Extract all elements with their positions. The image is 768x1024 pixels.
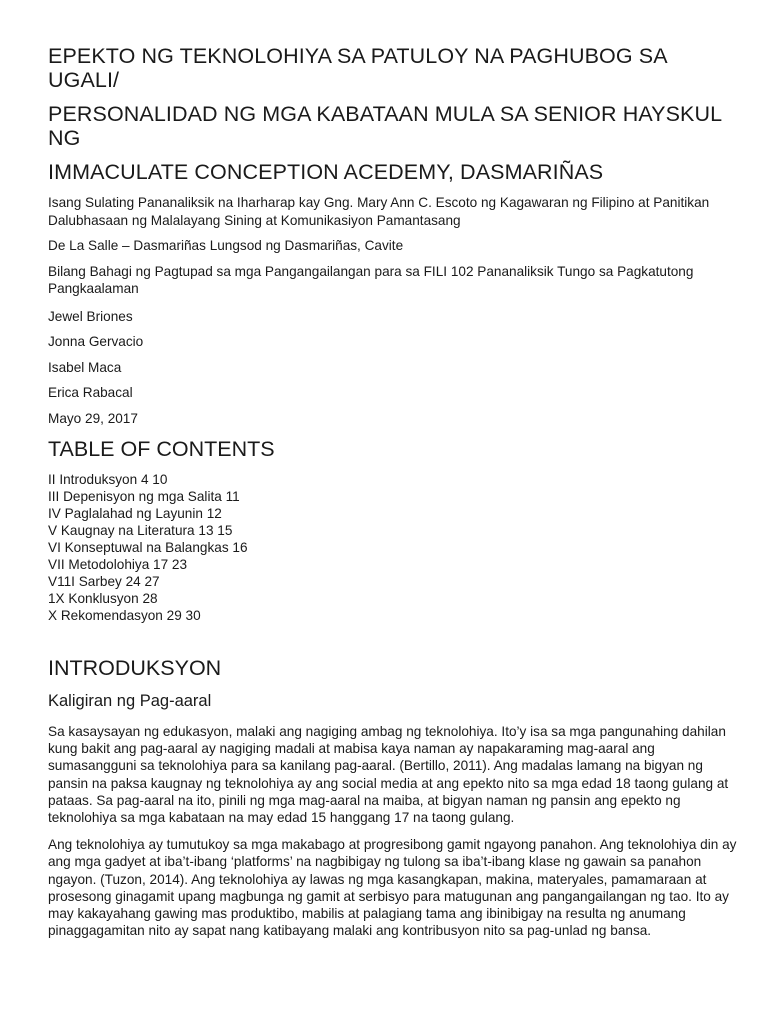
toc-item: VII Metodolohiya 17 23 [48, 557, 188, 572]
author-name: Jonna Gervacio [48, 334, 144, 349]
toc-item: V11I Sarbey 24 27 [48, 574, 160, 589]
toc-item: X Rekomendasyon 29 30 [48, 608, 201, 623]
author-name: Isabel Maca [48, 359, 122, 375]
toc-item: III Depenisyon ng mga Salita 11 [48, 489, 240, 504]
author-name: Erica Rabacal [48, 385, 133, 400]
document-page [48, 0, 738, 939]
toc-heading: TABLE OF CONTENTS [48, 437, 275, 461]
section-subheading: Kaligiran ng Pag-aaral [48, 692, 212, 710]
university-location: De La Salle – Dasmariñas Lungsod ng Dasmariñas, Cavite [48, 238, 404, 253]
document-title-line-1: EPEKTO NG TEKNOLOHIYA SA PATULOY NA PAGHUBOG SA UGALI/ [48, 44, 667, 92]
author-name: Jewel Briones [48, 308, 133, 324]
submission-statement: Isang Sulating Pananaliksik na Iharharap kay Gng. Mary Ann C. Escoto ng Kagawaran ng Filipino at Panitikan Dalubhasaan ng Malalayang Sining at Komunikasiyon Pamantasang [48, 195, 710, 228]
toc-item: IV Paglalahad ng Layunin 12 [48, 506, 222, 521]
body-paragraph: Sa kasaysayan ng edukasyon, malaki ang nagiging ambag ng teknolohiya. Ito’y isa sa mga pangunahing dahilan kung bakit ang pag-aaral ay nagiging madali at mabisa kaya naman ay napakaraming mag-aaral ang sumasangguni sa teknolohiya para sa kanilang pag-aaral. (Bertillo, 2011). Ang madalas lamang na bigyan ng pansin na paksa kaugnay ng teknolohiya ay ang social media at ang epekto nito sa mga edad 18 taong gulang at pataas. Sa pag-aaral na ito, pinili ng mga mag-aaral na maiba, at bigyan naman ng pansin ang epekto ng teknolohiya sa mga kabataan na may edad 15 hanggang 17 na taong gulang. [48, 724, 729, 826]
toc-item: II Introduksyon 4 10 [48, 472, 168, 487]
toc-item: V Kaugnay na Literatura 13 15 [48, 523, 233, 538]
course-requirement: Bilang Bahagi ng Pagtupad sa mga Pangangailangan para sa FILI 102 Pananaliksik Tungo sa Pagkatutong Pangkaalaman [48, 263, 694, 296]
section-heading-introduksyon: INTRODUKSYON [48, 656, 222, 680]
toc-item: VI Konseptuwal na Balangkas 16 [48, 540, 248, 555]
document-title-line-2: PERSONALIDAD NG MGA KABATAAN MULA SA SENIOR HAYSKUL NG [48, 102, 722, 150]
toc-item: 1X Konklusyon 28 [48, 591, 158, 606]
document-title-line-3: IMMACULATE CONCEPTION ACEDEMY, DASMARIÑAS [48, 160, 604, 184]
document-date: Mayo 29, 2017 [48, 410, 138, 426]
body-paragraph: Ang teknolohiya ay tumutukoy sa mga makabago at progresibong gamit ngayong panahon. Ang teknolohiya din ay ang mga gadyet at iba’t-ibang ‘platforms’ na nagbibigay ng tulong sa iba’t-ibang klase ng gawain sa panahon ngayon. (Tuzon, 2014). Ang teknolohiya ay lawas ng mga kasangkapan, makina, materyales, pamamaraan at prosesong ginagamit upang magbunga ng gamit at serbisyo para matugunan ang pangangailangan ng tao. Ito ay may kakayahang gawing mas produktibo, mabilis at palagiang tama ang ibinibigay na resulta ng anumang pinaggagamitan nito ay sapat nang katibayang malaki ang kontribusyon nito sa pag-unlad ng bansa. [48, 837, 737, 939]
toc-list [48, 471, 738, 624]
